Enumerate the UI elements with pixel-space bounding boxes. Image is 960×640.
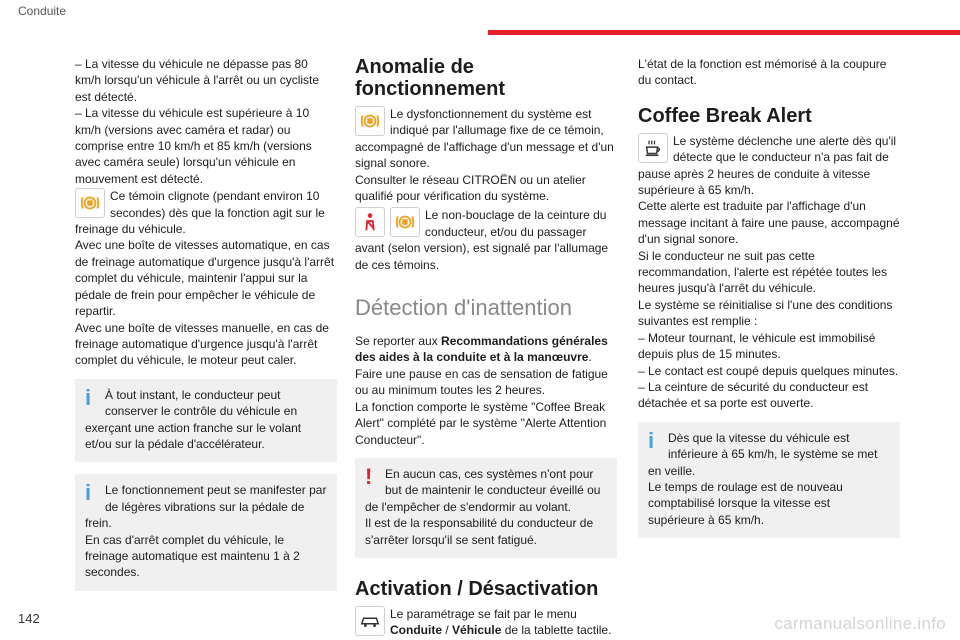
paragraph: L'état de la fonction est mémorisé à la coupure du contact. [638, 57, 887, 88]
collision-brake-icon [75, 188, 105, 218]
paragraph: Cette alerte est traduite par l'affichage d'un message incitant à faire une pause, accompagné d'un signal sonore. [638, 199, 900, 247]
info-icon: i [85, 480, 92, 506]
heading-detection: Détection d'inattention [355, 295, 573, 321]
collision-brake-icon [390, 207, 420, 237]
menu-vehicule: Véhicule [452, 623, 502, 638]
info-note [75, 474, 337, 590]
seatbelt-block [355, 207, 617, 273]
menu-conduite: Conduite [390, 623, 442, 638]
paragraph: Faire une pause en cas de sensation de fatigue ou au minimum toutes les 2 heures. [355, 366, 608, 398]
warning-note [355, 458, 617, 558]
paragraph [355, 333, 617, 366]
paragraph: Le dysfonctionnement du système est indiqué par l'allumage fixe de ce témoin, accompagné de l'affichage d'un message et d'un signal sonore. [355, 107, 614, 171]
header-section: Conduite [18, 4, 67, 18]
header-red-bar [488, 30, 960, 35]
text-run: / [442, 623, 453, 638]
text-run: Se reporter aux [355, 334, 442, 349]
heading-coffee-break: Coffee Break Alert [638, 104, 812, 127]
paragraph: – La vitesse du véhicule ne dépasse pas 80 km/h lorsqu'un véhicule à l'arrêt ou un cycliste est détecté. [75, 57, 320, 104]
note-text: Le temps de roulage est de nouveau comptabilisé lorsque la vitesse est supérieure à 65 km/h. [648, 479, 843, 527]
car-icon [355, 606, 385, 636]
watermark: carmanualsonline.info [774, 614, 946, 633]
note-text: En aucun cas, ces systèmes n'ont pour but de maintenir le conducteur éveillé ou de l'empêcher de s'endormir au volant. [365, 466, 601, 514]
paragraph: Le système déclenche une alerte dès qu'il détecte que le conducteur n'a pas fait de pause après 2 heures de conduite à vitesse supérieure à 65 km/h. [638, 133, 897, 198]
list-item: – La ceinture de sécurité du conducteur est détachée et sa porte est ouverte. [638, 379, 869, 411]
paragraph: La fonction comporte le système "Coffee Break Alert" complété par le système "Alerte Attention Conducteur". [355, 399, 607, 447]
info-note [75, 379, 337, 463]
heading-activation: Activation / Désactivation [355, 577, 599, 600]
column-2 [355, 56, 617, 639]
column-1 [75, 56, 337, 603]
info-icon: i [85, 384, 92, 410]
paragraph: – La vitesse du véhicule est supérieure à 10 km/h (versions avec caméra et radar) ou comprise entre 10 km/h et 85 km/h (versions avec caméra seule) lorsqu'un véhicule en mouvement est détecté. [75, 106, 312, 186]
activation-block [355, 606, 617, 639]
text-run: . [588, 350, 592, 365]
coffee-block [638, 133, 900, 199]
anomaly-block [355, 106, 617, 172]
paragraph: Si le conducteur ne suit pas cette recommandation, l'alerte est répétée toutes les heures jusqu'à l'arrêt du véhicule. [638, 248, 888, 296]
bold-reference: Recommandations générales des aides à la conduite et à la manœuvre [355, 334, 608, 365]
paragraph: Ce témoin clignote (pendant environ 10 secondes) dès que la fonction agit sur le freinage du véhicule. [75, 189, 325, 237]
note-text: Le fonctionnement peut se manifester par de légères vibrations sur la pédale de frein. [85, 483, 327, 531]
text-run: de la tablette tactile. [501, 623, 612, 638]
brake-warning-block [75, 188, 337, 237]
text-run: Le paramétrage se fait par le menu [390, 606, 577, 621]
note-text: Dès que la vitesse du véhicule est inférieure à 65 km/h, le système se met en veille. [648, 430, 878, 478]
page-number: 142 [18, 611, 40, 626]
coffee-cup-icon [638, 133, 668, 163]
note-text: Il est de la responsabilité du conducteur de s'arrêter lorsqu'il se sent fatigué. [365, 516, 594, 547]
info-note [638, 422, 900, 538]
paragraph: Consulter le réseau CITROËN ou un atelier qualifié pour vérification du système. [355, 172, 586, 204]
paragraph: Avec une boîte de vitesses manuelle, en cas de freinage automatique d'urgence jusqu'à l'arrêt complet du véhicule, le moteur peut caler. [75, 320, 329, 368]
paragraph: Le non-bouclage de la ceinture du conducteur, et/ou du passager avant (selon version), est signalé par l'allumage de ces témoins. [355, 208, 609, 272]
info-icon: i [648, 427, 655, 453]
column-3 [638, 56, 900, 550]
paragraph: Avec une boîte de vitesses automatique, en cas de freinage automatique d'urgence jusqu'à l'arrêt complet du véhicule, maintenir l'appui sur la pédale de frein pour empêcher le véhicule de repartir. [75, 238, 335, 319]
list-item: – Moteur tournant, le véhicule est immobilisé depuis plus de 15 minutes. [638, 330, 876, 362]
note-text: En cas d'arrêt complet du véhicule, le freinage automatique est maintenu 1 à 2 secondes. [85, 532, 300, 580]
paragraph: Le système se réinitialise si l'une des conditions suivantes est remplie : [638, 297, 893, 329]
list-item: – Le contact est coupé depuis quelques minutes. [638, 363, 899, 378]
warning-icon: ! [365, 463, 373, 489]
paragraph [355, 606, 617, 639]
note-text: À tout instant, le conducteur peut conserver le contrôle du véhicule en exerçant une action franche sur le volant et/ou sur la pédale d'accélérateur. [85, 387, 302, 451]
collision-brake-icon [355, 106, 385, 136]
heading-anomalie: Anomalie de fonctionnement [355, 56, 505, 100]
seatbelt-icon [355, 207, 385, 237]
